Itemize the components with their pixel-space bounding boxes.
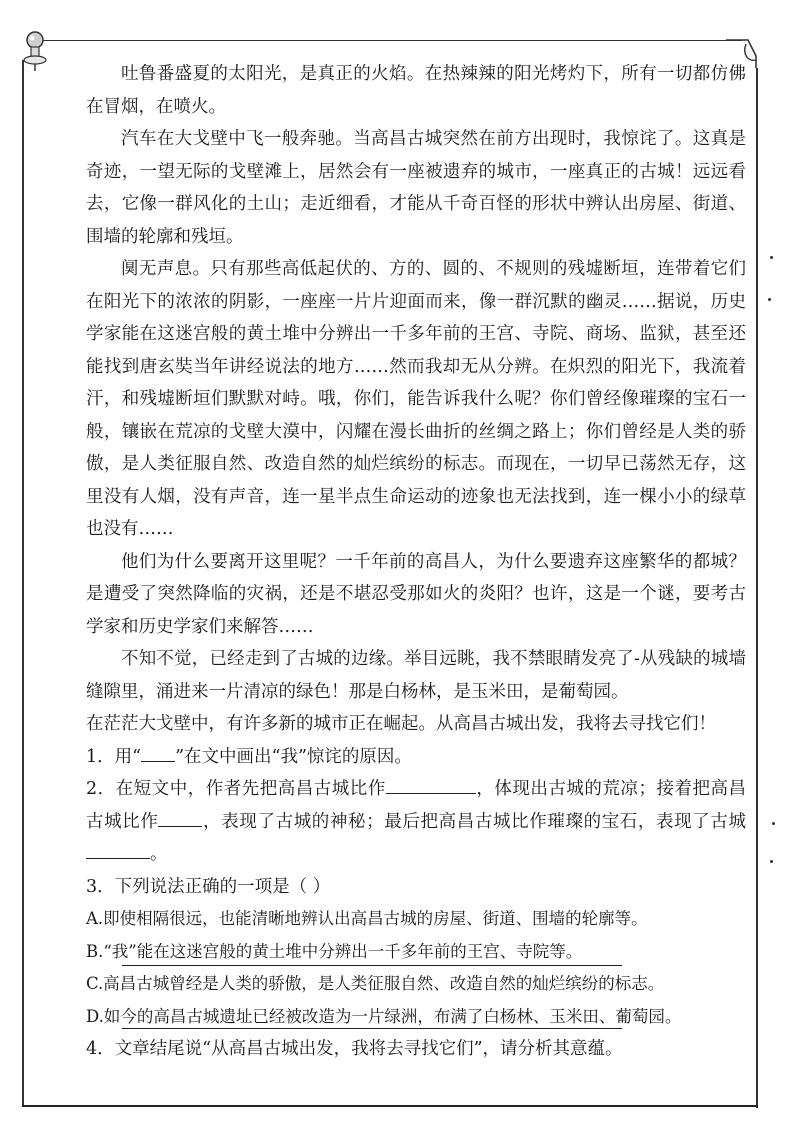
question-3-option-b[interactable]: B.“我”能在这迷宫般的黄土堆中分辨出一千多年前的王宫、寺院等。 [86,941,583,961]
question-2 [86,773,746,871]
scan-speck [770,860,773,863]
answer-blank-3[interactable] [86,840,150,859]
page-right-border [756,68,758,1108]
scan-speck [768,298,771,301]
question-2-text-a: 2．在短文中，作者先把高昌古城比作 [86,779,386,799]
scan-speck [772,822,775,825]
question-1-underline-sample [141,743,175,762]
question-3: 3．下列说法正确的一项是（ ） [86,876,331,897]
answer-line-2[interactable] [122,1028,622,1029]
answer-line-1[interactable] [122,965,622,966]
question-1-text-a: 1．用“ [86,746,142,767]
passage-paragraph-4: 他们为什么要离开这里呢？一千年前的高昌人，为什么要遗弃这座繁华的都城？是遭受了突然降临的灾祸，还是不堪忍受那如火的炎阳？也许，这是一个谜，要考古学家和历史学家们来解答…… [86,551,746,637]
question-2-text-d: 。 [150,844,168,864]
reading-passage [86,58,746,1066]
question-3-option-d[interactable]: D.如今的高昌古城遗址已经被改造为一片绿洲，布满了白杨林、玉米田、葡萄园。 [86,1006,682,1026]
page-bottom-border [22,1105,758,1107]
question-4: 4．文章结尾说“从高昌古城出发，我将去寻找它们”，请分析其意蕴。 [86,1039,623,1059]
question-3-option-a[interactable]: A.即使相隔很远，也能清晰地辨认出高昌古城的房屋、街道、围墙的轮廓等。 [86,909,648,928]
question-2-text-b: ，体现出古城的荒凉；接着把高昌古城比作 [86,779,746,832]
question-3-option-c[interactable]: C.高昌古城曾经是人类的骄傲，是人类征服自然、改造自然的灿烂缤纷的标志。 [86,974,665,993]
answer-blank-2[interactable] [158,808,202,827]
passage-paragraph-1: 吐鲁番盛夏的太阳光，是真正的火焰。在热辣辣的阳光烤灼下，所有一切都仿佛在冒烟，在喷火。 [86,64,746,117]
question-1-text-b: ”在文中画出“我”惊诧的原因。 [175,746,412,767]
passage-paragraph-2: 汽车在大戈壁中飞一般奔驰。当高昌古城突然在前方出现时，我惊诧了。这真是奇迹，一望无际的戈壁滩上，居然会有一座被遗弃的城市，一座真正的古城！远远看去，它像一群风化的土山；走近细看，才能从千奇百怪的形状中辨认出房屋、街道、围墙的轮廓和残垣。 [86,129,746,247]
page-left-border [22,60,24,1105]
passage-paragraph-6: 在茫茫大戈壁中，有许多新的城市正在崛起。从高昌古城出发，我将去寻找它们！ [86,714,716,734]
answer-blank-1[interactable] [386,775,476,794]
question-2-text-c: ，表现了古城的神秘；最后把高昌古城比作璀璨的宝石，表现了古城 [202,811,747,832]
scan-speck [770,256,773,259]
page-top-border [42,40,742,41]
passage-paragraph-3: 阒无声息。只有那些高低起伏的、方的、圆的、不规则的残墟断垣，连带着它们在阳光下的浓浓的阴影，一座座一片片迎面而来，像一群沉默的幽灵……据说，历史学家能在这迷宫般的黄土堆中分辨出一千多年前的王宫、寺院、商场、监狱，甚至还能找到唐玄奘当年讲经说法的地方……然而我却无从分辨。在炽烈的阳光下，我流着汗，和残墟断垣们默默对峙。哦，你们，能告诉我什么呢？你们曾经像璀璨的宝石一般，镶嵌在荒凉的戈壁大漠中，闪耀在漫长曲折的丝绸之路上；你们曾经是人类的骄傲，是人类征服自然、改造自然的灿烂缤纷的标志。而现在，一切早已荡然无存，这里没有人烟，没有声音，连一星半点生命运动的迹象也无法找到，连一棵小小的绿草也没有…… [86,259,746,539]
pushpin-icon [18,30,52,72]
passage-paragraph-5: 不知不觉，已经走到了古城的边缘。举目远眺，我不禁眼睛发亮了-从残缺的城墙缝隙里，涌进来一片清凉的绿色！那是白杨林，是玉米田，是葡萄园。 [86,649,746,702]
question-1 [86,741,746,774]
